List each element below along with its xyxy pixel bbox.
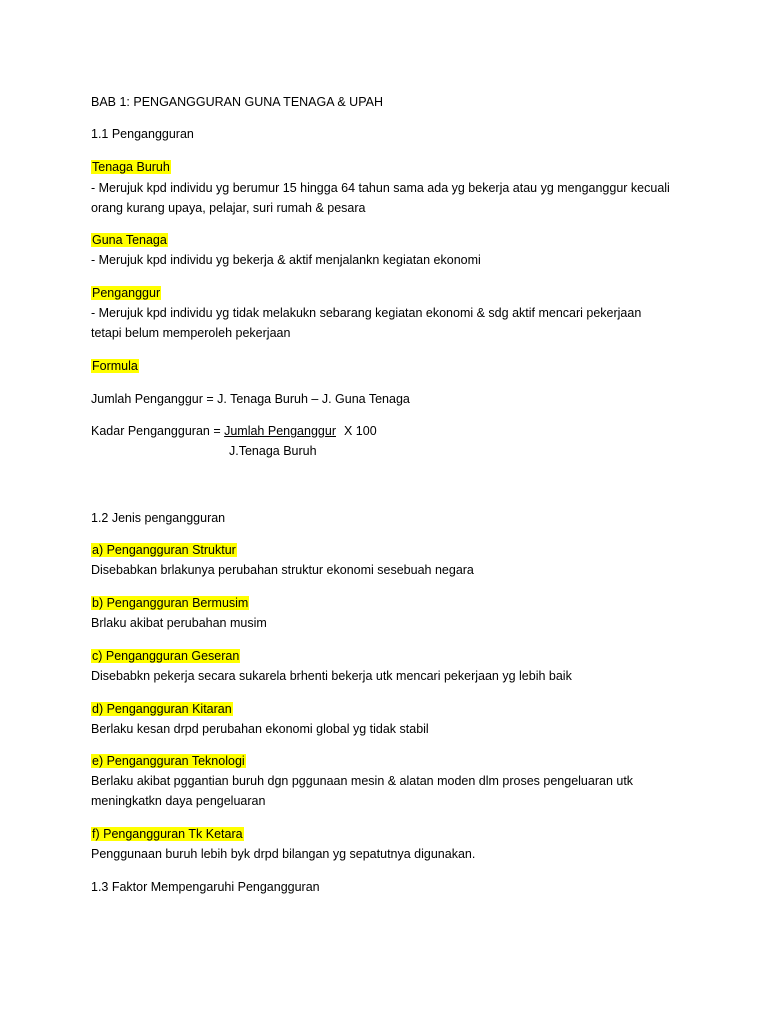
formula-kadar-pengangguran bbox=[91, 423, 377, 439]
definition-line: - Merujuk kpd individu yg bekerja & aktif menjalankn kegiatan ekonomi bbox=[91, 253, 481, 267]
highlighted-term: Tenaga Buruh bbox=[92, 160, 170, 174]
term-tenaga-buruh bbox=[91, 159, 171, 175]
highlighted-term: d) Pengangguran Kitaran bbox=[92, 702, 232, 716]
formula-numerator: Jumlah Penganggur bbox=[224, 424, 336, 438]
type-description: Berlaku kesan drpd perubahan ekonomi global yg tidak stabil bbox=[91, 722, 429, 736]
section-heading-1-1: 1.1 Pengangguran bbox=[91, 127, 194, 141]
type-label-struktur bbox=[91, 542, 237, 558]
type-label-tk-ketara bbox=[91, 826, 244, 842]
document-title: BAB 1: PENGANGGURAN GUNA TENAGA & UPAH bbox=[91, 95, 383, 109]
formula-left: Kadar Pengangguran = bbox=[91, 424, 225, 438]
type-description: Berlaku akibat pggantian buruh dgn pggunaan mesin & alatan moden dlm proses pengeluaran utk bbox=[91, 774, 634, 788]
definition-line: - Merujuk kpd individu yg berumur 15 hingga 64 tahun sama ada yg bekerja atau yg menganggur kecuali bbox=[91, 181, 670, 195]
formula-jumlah-penganggur: Jumlah Penganggur = J. Tenaga Buruh – J. Guna Tenaga bbox=[91, 392, 410, 406]
definition-line: tetapi belum memperoleh pekerjaan bbox=[91, 326, 291, 340]
highlighted-term: e) Pengangguran Teknologi bbox=[92, 754, 245, 768]
highlighted-term: a) Pengangguran Struktur bbox=[92, 543, 236, 557]
formula-denominator: J.Tenaga Buruh bbox=[229, 444, 317, 458]
highlighted-term: Penganggur bbox=[92, 286, 161, 300]
definition-line: orang kurang upaya, pelajar, suri rumah & pesara bbox=[91, 201, 366, 215]
type-description: Disebabkan brlakunya perubahan struktur ekonomi sesebuah negara bbox=[91, 563, 474, 577]
type-description: Disebabkn pekerja secara sukarela brhenti bekerja utk mencari pekerjaan yg lebih baik bbox=[91, 669, 572, 683]
type-description: Brlaku akibat perubahan musim bbox=[91, 616, 267, 630]
highlighted-term: b) Pengangguran Bermusim bbox=[92, 596, 249, 610]
section-heading-1-2: 1.2 Jenis pengangguran bbox=[91, 511, 226, 525]
type-label-kitaran bbox=[91, 701, 233, 717]
type-label-bermusim bbox=[91, 595, 249, 611]
type-description: Penggunaan buruh lebih byk drpd bilangan yg sepatutnya digunakan. bbox=[91, 847, 476, 861]
section-heading-1-3: 1.3 Faktor Mempengaruhi Pengangguran bbox=[91, 880, 320, 894]
definition-line: - Merujuk kpd individu yg tidak melakukn sebarang kegiatan ekonomi & sdg aktif mencari pekerjaan bbox=[91, 306, 642, 320]
highlighted-term: Formula bbox=[92, 359, 138, 373]
highlighted-term: Guna Tenaga bbox=[92, 233, 167, 247]
highlighted-term: f) Pengangguran Tk Ketara bbox=[92, 827, 243, 841]
type-label-teknologi bbox=[91, 753, 246, 769]
type-label-geseran bbox=[91, 648, 240, 664]
formula-multiplier: X 100 bbox=[343, 424, 377, 438]
term-guna-tenaga bbox=[91, 232, 168, 248]
type-description: meningkatkn daya pengeluaran bbox=[91, 794, 266, 808]
formula-label bbox=[91, 358, 139, 374]
term-penganggur bbox=[91, 285, 161, 301]
highlighted-term: c) Pengangguran Geseran bbox=[92, 649, 240, 663]
